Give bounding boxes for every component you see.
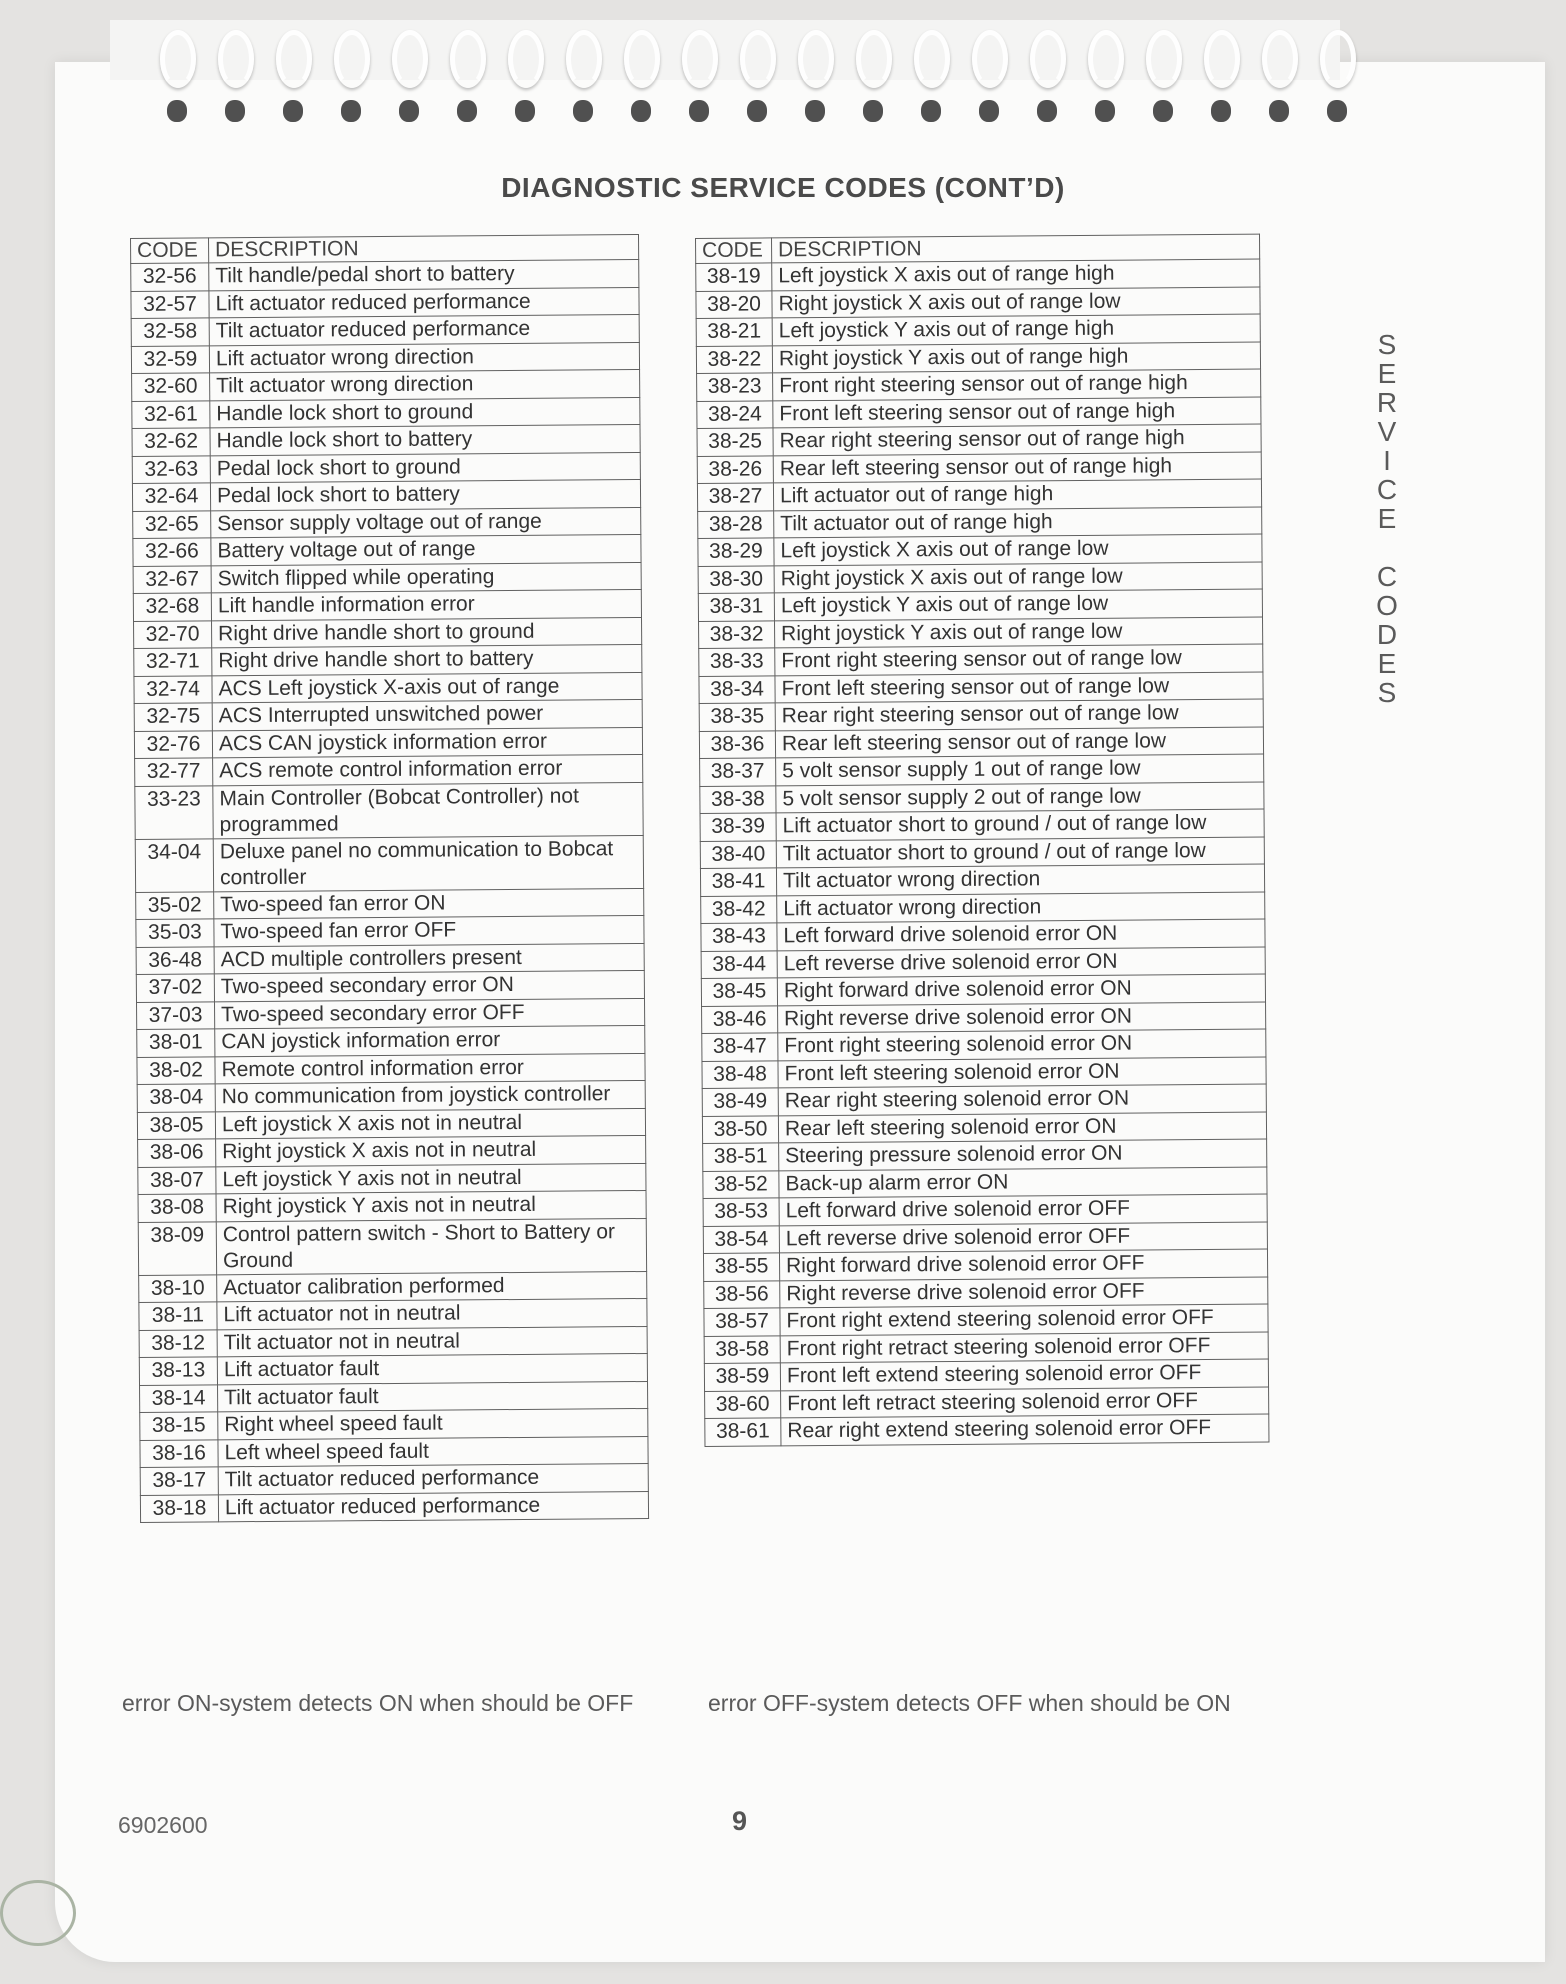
description-cell: Tilt actuator short to ground / out of range low bbox=[776, 837, 1264, 868]
description-cell: Right joystick Y axis not in neutral bbox=[216, 1190, 646, 1221]
description-cell: Pedal lock short to ground bbox=[210, 452, 640, 483]
description-cell: Front left steering sensor out of range high bbox=[773, 397, 1261, 428]
code-cell: 38-24 bbox=[697, 400, 773, 428]
code-cell: 38-18 bbox=[140, 1494, 218, 1522]
description-cell: Front right extend steering solenoid error OFF bbox=[780, 1304, 1268, 1335]
code-cell: 32-57 bbox=[131, 290, 209, 318]
code-cell: 38-56 bbox=[704, 1280, 780, 1308]
code-cell: 38-29 bbox=[698, 538, 774, 566]
description-cell: Right reverse drive solenoid error OFF bbox=[780, 1277, 1268, 1308]
binding-ring bbox=[218, 22, 248, 142]
table-row bbox=[135, 835, 643, 892]
binding-ring bbox=[856, 22, 886, 142]
code-cell: 32-67 bbox=[133, 565, 211, 593]
description-column-header: DESCRIPTION bbox=[772, 234, 1260, 263]
binding-ring bbox=[1030, 22, 1060, 142]
table-row bbox=[131, 287, 639, 318]
code-cell: 38-58 bbox=[704, 1335, 780, 1363]
table-row bbox=[700, 809, 1264, 841]
description-cell: Tilt actuator fault bbox=[218, 1381, 648, 1412]
table-row bbox=[698, 534, 1262, 566]
description-cell: Right forward drive solenoid error OFF bbox=[779, 1249, 1267, 1280]
binding-ring bbox=[682, 22, 712, 142]
binding-ring bbox=[276, 22, 306, 142]
table-row bbox=[700, 837, 1264, 869]
table-row bbox=[704, 1304, 1268, 1336]
binding-ring bbox=[566, 22, 596, 142]
code-cell: 33-23 bbox=[135, 785, 213, 839]
description-cell: Left joystick Y axis not in neutral bbox=[216, 1163, 646, 1194]
code-cell: 38-49 bbox=[702, 1088, 778, 1116]
code-cell: 38-01 bbox=[137, 1029, 215, 1057]
table-row bbox=[132, 397, 640, 428]
description-cell: Lift actuator wrong direction bbox=[209, 342, 639, 373]
table-row bbox=[140, 1491, 648, 1522]
binding-ring bbox=[1320, 22, 1350, 142]
binding-ring bbox=[798, 22, 828, 142]
table-row bbox=[697, 452, 1261, 484]
description-cell: Right joystick Y axis out of range low bbox=[775, 617, 1263, 648]
code-cell: 38-43 bbox=[701, 923, 777, 951]
description-cell: Right drive handle short to battery bbox=[212, 644, 642, 675]
description-cell: Two-speed fan error OFF bbox=[214, 915, 644, 946]
code-cell: 36-48 bbox=[136, 946, 214, 974]
code-cell: 32-59 bbox=[131, 345, 209, 373]
code-column-header: CODE bbox=[696, 238, 772, 264]
description-cell: Lift actuator not in neutral bbox=[217, 1298, 647, 1329]
description-cell: Front left steering solenoid error ON bbox=[778, 1057, 1266, 1088]
code-cell: 38-10 bbox=[139, 1274, 217, 1302]
table-row bbox=[699, 699, 1263, 731]
code-cell: 38-38 bbox=[700, 785, 776, 813]
description-cell: Right forward drive solenoid error ON bbox=[777, 974, 1265, 1005]
description-cell: Left joystick X axis out of range high bbox=[772, 259, 1260, 290]
description-cell: Rear right steering solenoid error ON bbox=[778, 1084, 1266, 1115]
description-cell: Tilt actuator reduced performance bbox=[218, 1463, 648, 1494]
table-row bbox=[133, 507, 641, 538]
code-cell: 38-47 bbox=[702, 1033, 778, 1061]
table-row bbox=[136, 888, 644, 919]
code-cell: 35-03 bbox=[136, 919, 214, 947]
table-row bbox=[139, 1271, 647, 1302]
table-row bbox=[700, 754, 1264, 786]
table-row bbox=[140, 1408, 648, 1439]
code-cell: 38-37 bbox=[700, 758, 776, 786]
description-cell: Front right retract steering solenoid error OFF bbox=[780, 1332, 1268, 1363]
code-cell: 38-22 bbox=[696, 345, 772, 373]
description-cell: ACS CAN joystick information error bbox=[212, 727, 642, 758]
description-cell: Control pattern switch - Short to Battery or Ground bbox=[216, 1218, 646, 1274]
binding-ring bbox=[1204, 22, 1234, 142]
description-cell: Right joystick X axis out of range low bbox=[772, 287, 1260, 318]
description-cell: Front right steering sensor out of range high bbox=[773, 369, 1261, 400]
code-cell: 38-12 bbox=[139, 1329, 217, 1357]
code-cell: 38-16 bbox=[140, 1439, 218, 1467]
code-cell: 38-46 bbox=[702, 1005, 778, 1033]
table-row bbox=[137, 1053, 645, 1084]
binding-ring bbox=[392, 22, 422, 142]
code-cell: 32-63 bbox=[132, 455, 210, 483]
description-cell: Tilt actuator wrong direction bbox=[776, 864, 1264, 895]
code-cell: 38-52 bbox=[703, 1170, 779, 1198]
table-row bbox=[703, 1167, 1267, 1199]
code-cell: 38-57 bbox=[704, 1308, 780, 1336]
table-row bbox=[131, 342, 639, 373]
table-row bbox=[135, 754, 643, 785]
code-cell: 38-40 bbox=[700, 840, 776, 868]
code-cell: 38-05 bbox=[137, 1111, 215, 1139]
description-cell: Right reverse drive solenoid error ON bbox=[778, 1002, 1266, 1033]
table-row bbox=[132, 425, 640, 456]
table-row bbox=[137, 1108, 645, 1139]
table-row bbox=[698, 507, 1262, 539]
description-cell: 5 volt sensor supply 2 out of range low bbox=[776, 782, 1264, 813]
description-cell: Lift actuator reduced performance bbox=[218, 1491, 648, 1522]
description-cell: Two-speed secondary error OFF bbox=[214, 998, 644, 1029]
code-cell: 38-51 bbox=[703, 1143, 779, 1171]
table-row bbox=[133, 589, 641, 620]
code-cell: 38-26 bbox=[697, 455, 773, 483]
code-cell: 37-03 bbox=[137, 1001, 215, 1029]
code-cell: 38-41 bbox=[700, 868, 776, 896]
code-cell: 38-54 bbox=[703, 1225, 779, 1253]
table-row bbox=[136, 970, 644, 1001]
codes-table-left bbox=[130, 234, 649, 1523]
code-cell: 32-71 bbox=[134, 648, 212, 676]
binding-ring bbox=[740, 22, 770, 142]
code-cell: 38-55 bbox=[703, 1253, 779, 1281]
description-cell: Tilt actuator reduced performance bbox=[209, 315, 639, 346]
side-tab-label: S E R V I C E C O D E S bbox=[1376, 329, 1398, 708]
codes-table-right bbox=[695, 234, 1269, 1447]
code-cell: 38-09 bbox=[138, 1221, 216, 1275]
code-cell: 32-74 bbox=[134, 675, 212, 703]
description-cell: Front left steering sensor out of range low bbox=[775, 672, 1263, 703]
table-row bbox=[132, 370, 640, 401]
description-cell: ACD multiple controllers present bbox=[214, 943, 644, 974]
description-cell: Right wheel speed fault bbox=[218, 1408, 648, 1439]
description-cell: Tilt actuator out of range high bbox=[774, 507, 1262, 538]
table-row bbox=[131, 315, 639, 346]
code-cell: 32-65 bbox=[133, 510, 211, 538]
code-cell: 38-02 bbox=[137, 1056, 215, 1084]
description-cell: Right joystick X axis out of range low bbox=[774, 562, 1262, 593]
code-cell: 32-75 bbox=[134, 703, 212, 731]
code-cell: 32-76 bbox=[134, 730, 212, 758]
code-cell: 38-14 bbox=[140, 1384, 218, 1412]
description-cell: Left joystick Y axis out of range low bbox=[774, 589, 1262, 620]
code-cell: 38-50 bbox=[702, 1115, 778, 1143]
table-row bbox=[134, 699, 642, 730]
table-row bbox=[134, 727, 642, 758]
table-row bbox=[131, 260, 639, 291]
binding-ring bbox=[624, 22, 654, 142]
description-cell: Rear right steering sensor out of range high bbox=[773, 424, 1261, 455]
description-cell: Steering pressure solenoid error ON bbox=[779, 1139, 1267, 1170]
code-cell: 34-04 bbox=[135, 838, 213, 892]
code-cell: 38-31 bbox=[698, 593, 774, 621]
table-row bbox=[139, 1326, 647, 1357]
description-cell: Rear left steering solenoid error ON bbox=[778, 1112, 1266, 1143]
table-row bbox=[705, 1414, 1269, 1446]
description-cell: Rear left steering sensor out of range high bbox=[773, 452, 1261, 483]
table-row bbox=[138, 1190, 646, 1221]
table-row bbox=[697, 424, 1261, 456]
description-cell: Left reverse drive solenoid error ON bbox=[777, 947, 1265, 978]
table-row bbox=[702, 1002, 1266, 1034]
table-row bbox=[137, 998, 645, 1029]
code-cell: 38-30 bbox=[698, 565, 774, 593]
description-cell: Left reverse drive solenoid error OFF bbox=[779, 1222, 1267, 1253]
description-cell: Rear right steering sensor out of range low bbox=[775, 699, 1263, 730]
description-cell: Left joystick Y axis out of range high bbox=[772, 314, 1260, 345]
description-cell: Left joystick X axis out of range low bbox=[774, 534, 1262, 565]
table-row bbox=[704, 1277, 1268, 1309]
code-cell: 38-21 bbox=[696, 318, 772, 346]
binding-ring bbox=[334, 22, 364, 142]
table-row bbox=[703, 1139, 1267, 1171]
description-cell: Two-speed fan error ON bbox=[214, 888, 644, 919]
table-row bbox=[140, 1463, 648, 1494]
code-cell: 38-17 bbox=[140, 1467, 218, 1495]
description-cell: Lift actuator out of range high bbox=[773, 479, 1261, 510]
description-cell: Sensor supply voltage out of range bbox=[211, 507, 641, 538]
binding-ring bbox=[914, 22, 944, 142]
description-cell: Lift actuator wrong direction bbox=[777, 892, 1265, 923]
description-cell: Tilt actuator wrong direction bbox=[210, 370, 640, 401]
table-row bbox=[138, 1163, 646, 1194]
description-cell: Tilt actuator not in neutral bbox=[217, 1326, 647, 1357]
table-row bbox=[699, 644, 1263, 676]
code-cell: 38-13 bbox=[139, 1357, 217, 1385]
code-cell: 38-25 bbox=[697, 428, 773, 456]
code-cell: 38-60 bbox=[705, 1390, 781, 1418]
binding-ring bbox=[508, 22, 538, 142]
code-cell: 38-07 bbox=[138, 1166, 216, 1194]
description-cell: Lift actuator short to ground / out of range low bbox=[776, 809, 1264, 840]
description-cell: Deluxe panel no communication to Bobcat controller bbox=[213, 835, 643, 891]
description-cell: Front left extend steering solenoid error OFF bbox=[780, 1359, 1268, 1390]
code-cell: 38-61 bbox=[705, 1418, 781, 1446]
table-row bbox=[700, 782, 1264, 814]
table-row bbox=[697, 397, 1261, 429]
description-cell: Left forward drive solenoid error OFF bbox=[779, 1194, 1267, 1225]
code-cell: 38-35 bbox=[699, 703, 775, 731]
table-row bbox=[136, 915, 644, 946]
code-cell: 38-59 bbox=[704, 1363, 780, 1391]
description-cell: Left wheel speed fault bbox=[218, 1436, 648, 1467]
table-row bbox=[702, 1057, 1266, 1089]
table-row bbox=[136, 943, 644, 974]
table-row bbox=[704, 1359, 1268, 1391]
description-cell: Right joystick Y axis out of range high bbox=[772, 342, 1260, 373]
description-cell: No communication from joystick controller bbox=[215, 1080, 645, 1111]
table-row bbox=[702, 1112, 1266, 1144]
description-cell: Two-speed secondary error ON bbox=[214, 970, 644, 1001]
code-cell: 38-48 bbox=[702, 1060, 778, 1088]
table-row bbox=[134, 617, 642, 648]
table-row bbox=[133, 562, 641, 593]
code-column-header: CODE bbox=[131, 238, 209, 264]
description-cell: ACS remote control information error bbox=[213, 754, 643, 785]
table-row bbox=[134, 672, 642, 703]
table-row bbox=[139, 1353, 647, 1384]
code-cell: 32-56 bbox=[131, 263, 209, 291]
binding-ring bbox=[972, 22, 1002, 142]
table-row bbox=[139, 1298, 647, 1329]
code-cell: 32-66 bbox=[133, 538, 211, 566]
code-cell: 38-08 bbox=[138, 1194, 216, 1222]
description-cell: Lift actuator fault bbox=[217, 1353, 647, 1384]
description-cell: Handle lock short to ground bbox=[210, 397, 640, 428]
footnote-error-on: error ON-system detects ON when should be OFF bbox=[122, 1690, 634, 1716]
table-row bbox=[699, 617, 1263, 649]
code-cell: 38-15 bbox=[140, 1412, 218, 1440]
description-cell: Front right steering solenoid error ON bbox=[778, 1029, 1266, 1060]
table-row bbox=[702, 1029, 1266, 1061]
table-row bbox=[134, 644, 642, 675]
description-cell: ACS Interrupted unswitched power bbox=[212, 699, 642, 730]
table-row bbox=[138, 1218, 646, 1275]
code-cell: 32-77 bbox=[135, 758, 213, 786]
code-cell: 38-28 bbox=[698, 510, 774, 538]
table-row bbox=[140, 1436, 648, 1467]
spiral-binding bbox=[160, 22, 1350, 142]
table-row bbox=[697, 479, 1261, 511]
table-row bbox=[132, 479, 640, 510]
code-cell: 38-39 bbox=[700, 813, 776, 841]
table-row bbox=[137, 1025, 645, 1056]
code-cell: 32-61 bbox=[132, 400, 210, 428]
code-cell: 32-58 bbox=[131, 318, 209, 346]
table-row bbox=[696, 259, 1260, 291]
table-row bbox=[135, 782, 643, 839]
code-cell: 38-33 bbox=[699, 648, 775, 676]
table-row bbox=[703, 1194, 1267, 1226]
code-cell: 38-45 bbox=[701, 978, 777, 1006]
table-row bbox=[697, 369, 1261, 401]
table-row bbox=[703, 1222, 1267, 1254]
description-cell: Right joystick X axis not in neutral bbox=[216, 1135, 646, 1166]
table-row bbox=[698, 589, 1262, 621]
table-row bbox=[132, 452, 640, 483]
document-number: 6902600 bbox=[118, 1812, 208, 1838]
description-cell: Remote control information error bbox=[215, 1053, 645, 1084]
description-cell: Main Controller (Bobcat Controller) not programmed bbox=[213, 782, 643, 838]
description-cell: Tilt handle/pedal short to battery bbox=[209, 260, 639, 291]
description-cell: Lift handle information error bbox=[211, 589, 641, 620]
description-cell: Battery voltage out of range bbox=[211, 534, 641, 565]
table-row bbox=[138, 1135, 646, 1166]
description-cell: Pedal lock short to battery bbox=[210, 479, 640, 510]
description-cell: Front right steering sensor out of range low bbox=[775, 644, 1263, 675]
code-cell: 38-44 bbox=[701, 950, 777, 978]
table-row bbox=[701, 919, 1265, 951]
binding-ring bbox=[1146, 22, 1176, 142]
code-cell: 32-60 bbox=[132, 373, 210, 401]
code-cell: 38-11 bbox=[139, 1302, 217, 1330]
table-row bbox=[696, 287, 1260, 319]
table-row bbox=[696, 342, 1260, 374]
table-row bbox=[701, 974, 1265, 1006]
table-row bbox=[133, 534, 641, 565]
table-row bbox=[140, 1381, 648, 1412]
code-cell: 38-32 bbox=[699, 620, 775, 648]
description-cell: ACS Left joystick X-axis out of range bbox=[212, 672, 642, 703]
code-cell: 38-27 bbox=[697, 483, 773, 511]
table-row bbox=[696, 314, 1260, 346]
table-row bbox=[705, 1387, 1269, 1419]
binding-ring bbox=[1088, 22, 1118, 142]
table-row bbox=[703, 1249, 1267, 1281]
description-cell: Back-up alarm error ON bbox=[779, 1167, 1267, 1198]
code-cell: 35-02 bbox=[136, 891, 214, 919]
table-row bbox=[701, 892, 1265, 924]
code-cell: 38-42 bbox=[701, 895, 777, 923]
description-column-header: DESCRIPTION bbox=[209, 235, 639, 263]
code-cell: 32-62 bbox=[132, 428, 210, 456]
description-cell: Right drive handle short to ground bbox=[212, 617, 642, 648]
table-row bbox=[699, 727, 1263, 759]
description-cell: Handle lock short to battery bbox=[210, 425, 640, 456]
description-cell: Switch flipped while operating bbox=[211, 562, 641, 593]
table-row bbox=[699, 672, 1263, 704]
table-row bbox=[137, 1080, 645, 1111]
table-row bbox=[700, 864, 1264, 896]
code-cell: 38-23 bbox=[697, 373, 773, 401]
description-cell: Left joystick X axis not in neutral bbox=[215, 1108, 645, 1139]
code-cell: 38-34 bbox=[699, 675, 775, 703]
description-cell: CAN joystick information error bbox=[215, 1025, 645, 1056]
description-cell: Front left retract steering solenoid error OFF bbox=[781, 1387, 1269, 1418]
code-cell: 38-36 bbox=[699, 730, 775, 758]
binding-cord bbox=[0, 1880, 76, 1946]
code-cell: 32-68 bbox=[133, 593, 211, 621]
description-cell: 5 volt sensor supply 1 out of range low bbox=[776, 754, 1264, 785]
description-cell: Rear left steering sensor out of range low bbox=[775, 727, 1263, 758]
description-cell: Rear right extend steering solenoid error OFF bbox=[781, 1414, 1269, 1445]
footnote-error-off: error OFF-system detects OFF when should be ON bbox=[708, 1690, 1231, 1716]
binding-ring bbox=[1262, 22, 1292, 142]
table-row bbox=[698, 562, 1262, 594]
code-cell: 32-70 bbox=[134, 620, 212, 648]
table-row bbox=[701, 947, 1265, 979]
binding-ring bbox=[160, 22, 190, 142]
code-cell: 38-19 bbox=[696, 263, 772, 291]
code-cell: 38-20 bbox=[696, 290, 772, 318]
description-cell: Lift actuator reduced performance bbox=[209, 287, 639, 318]
table-row bbox=[702, 1084, 1266, 1116]
code-cell: 38-04 bbox=[137, 1084, 215, 1112]
code-cell: 37-02 bbox=[136, 974, 214, 1002]
page-title: DIAGNOSTIC SERVICE CODES (CONT’D) bbox=[501, 172, 1065, 203]
code-cell: 38-06 bbox=[138, 1139, 216, 1167]
code-cell: 38-53 bbox=[703, 1198, 779, 1226]
description-cell: Left forward drive solenoid error ON bbox=[777, 919, 1265, 950]
description-cell: Actuator calibration performed bbox=[217, 1271, 647, 1302]
code-cell: 32-64 bbox=[132, 483, 210, 511]
binding-ring bbox=[450, 22, 480, 142]
table-row bbox=[704, 1332, 1268, 1364]
page-number: 9 bbox=[732, 1806, 748, 1836]
